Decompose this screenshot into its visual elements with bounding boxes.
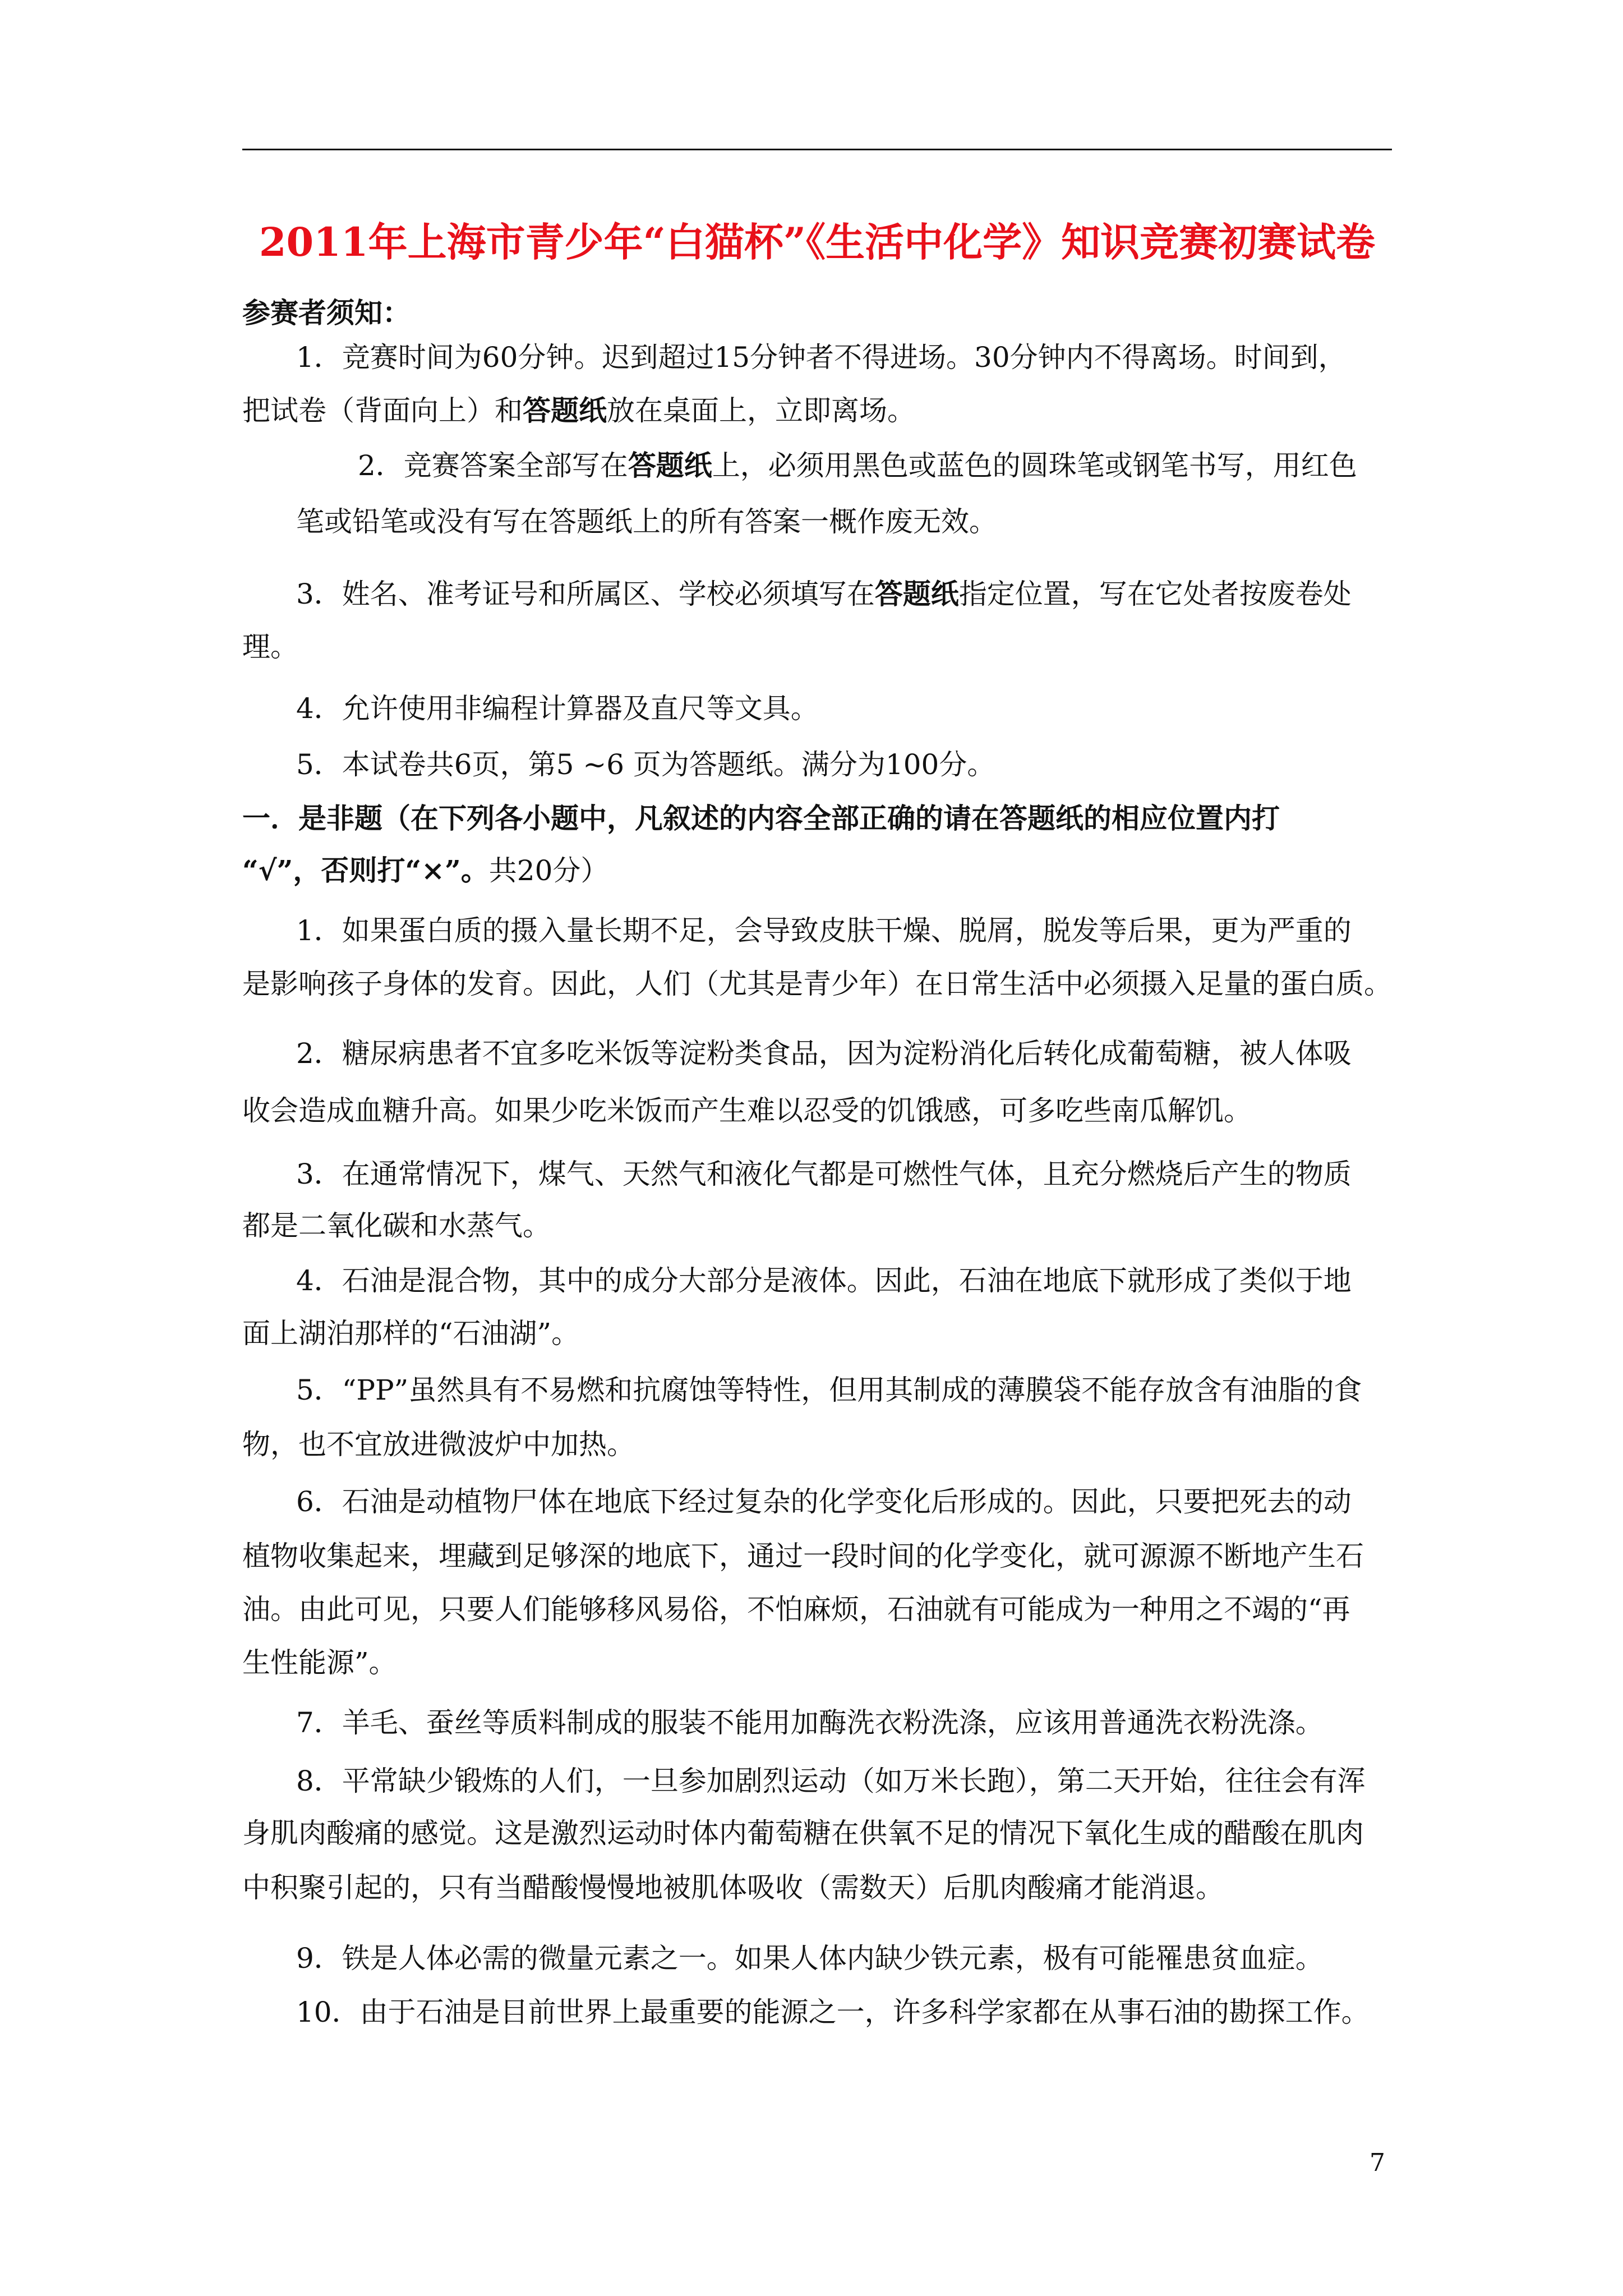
question-3-line-2: 都是二氧化碳和水蒸气。 (242, 1209, 551, 1242)
question-6-line-4: 生性能源”。 (242, 1646, 397, 1679)
question-8-line-1: 8．平常缺少锻炼的人们，一旦参加剧烈运动（如万米长跑），第二天开始，往往会有浑 (296, 1765, 1366, 1797)
answer-sheet-emphasis: 答题纸 (628, 449, 712, 482)
section1-heading-line-2: “√”，否则打“×”。共20分） (242, 854, 609, 887)
question-4-line-1: 4．石油是混合物，其中的成分大部分是液体。因此，石油在地底下就形成了类似于地 (296, 1264, 1352, 1297)
question-2-line-2: 收会造成血糖升高。如果少吃米饭而产生难以忍受的饥饿感，可多吃些南瓜解饥。 (242, 1094, 1252, 1127)
question-1-line-2: 是影响孩子身体的发育。因此，人们（尤其是青少年）在日常生活中必须摄入足量的蛋白质。 (242, 968, 1392, 1000)
question-9: 9．铁是人体必需的微量元素之一。如果人体内缺少铁元素，极有可能罹患贫血症。 (296, 1942, 1324, 1975)
question-10: 10．由于石油是目前世界上最重要的能源之一，许多科学家都在从事石油的勘探工作。 (296, 1996, 1370, 2028)
question-4-line-2: 面上湖泊那样的“石油湖”。 (242, 1317, 580, 1350)
notice-item-2-line-1: 2．竞赛答案全部写在答题纸上，必须用黑色或蓝色的圆珠笔或钢笔书写，用红色 (358, 449, 1357, 482)
question-6-line-1: 6．石油是动植物尸体在地底下经过复杂的化学变化后形成的。因此，只要把死去的动 (296, 1485, 1352, 1518)
notice-item-2-line-2: 笔或铅笔或没有写在答题纸上的所有答案一概作废无效。 (296, 505, 997, 538)
section1-heading-line-1: 一．是非题（在下列各小题中，凡叙述的内容全部正确的请在答题纸的相应位置内打 (242, 802, 1280, 835)
answer-sheet-emphasis: 答题纸 (874, 577, 959, 610)
question-7: 7．羊毛、蚕丝等质料制成的服装不能用加酶洗衣粉洗涤，应该用普通洗衣粉洗涤。 (296, 1706, 1324, 1739)
question-6-line-2: 植物收集起来，埋藏到足够深的地底下，通过一段时间的化学变化，就可源源不断地产生石 (242, 1540, 1364, 1572)
answer-sheet-emphasis: 答题纸 (523, 394, 607, 427)
question-5-line-1: 5．“PP”虽然具有不易燃和抗腐蚀等特性，但用其制成的薄膜袋不能存放含有油脂的食 (296, 1374, 1362, 1406)
notice-item-4: 4．允许使用非编程计算器及直尺等文具。 (296, 692, 819, 725)
question-1-line-1: 1．如果蛋白质的摄入量长期不足，会导致皮肤干燥、脱屑，脱发等后果，更为严重的 (296, 914, 1352, 947)
question-6-line-3: 油。由此可见，只要人们能够移风易俗，不怕麻烦，石油就有可能成为一种用之不竭的“再 (242, 1593, 1350, 1626)
notice-heading: 参赛者须知： (242, 296, 411, 329)
question-3-line-1: 3．在通常情况下，煤气、天然气和液化气都是可燃性气体，且充分燃烧后产生的物质 (296, 1158, 1352, 1190)
question-2-line-1: 2．糖尿病患者不宜多吃米饭等淀粉类食品，因为淀粉消化后转化成葡萄糖，被人体吸 (296, 1037, 1352, 1070)
notice-item-3-line-2: 理。 (242, 631, 298, 663)
notice-item-1-line-2: 把试卷（背面向上）和答题纸放在桌面上，立即离场。 (242, 394, 915, 427)
notice-item-1-line-1: 1．竞赛时间为60分钟。迟到超过15分钟者不得进场。30分钟内不得离场。时间到， (296, 341, 1347, 374)
page-title: 2011年上海市青少年“白猫杯”《生活中化学》知识竞赛初赛试卷 (259, 219, 1376, 265)
question-5-line-2: 物，也不宜放进微波炉中加热。 (242, 1428, 635, 1461)
notice-item-5: 5．本试卷共6页，第5 ~6 页为答题纸。满分为100分。 (296, 748, 995, 781)
question-8-line-2: 身肌肉酸痛的感觉。这是激烈运动时体内葡萄糖在供氧不足的情况下氧化生成的醋酸在肌肉 (242, 1817, 1364, 1849)
page-number: 7 (1370, 2148, 1385, 2177)
question-8-line-3: 中积聚引起的，只有当醋酸慢慢地被肌体吸收（需数天）后肌肉酸痛才能消退。 (242, 1871, 1224, 1904)
notice-item-3-line-1: 3．姓名、准考证号和所属区、学校必须填写在答题纸指定位置，写在它处者按废卷处 (296, 577, 1352, 610)
header-rule (242, 149, 1392, 150)
